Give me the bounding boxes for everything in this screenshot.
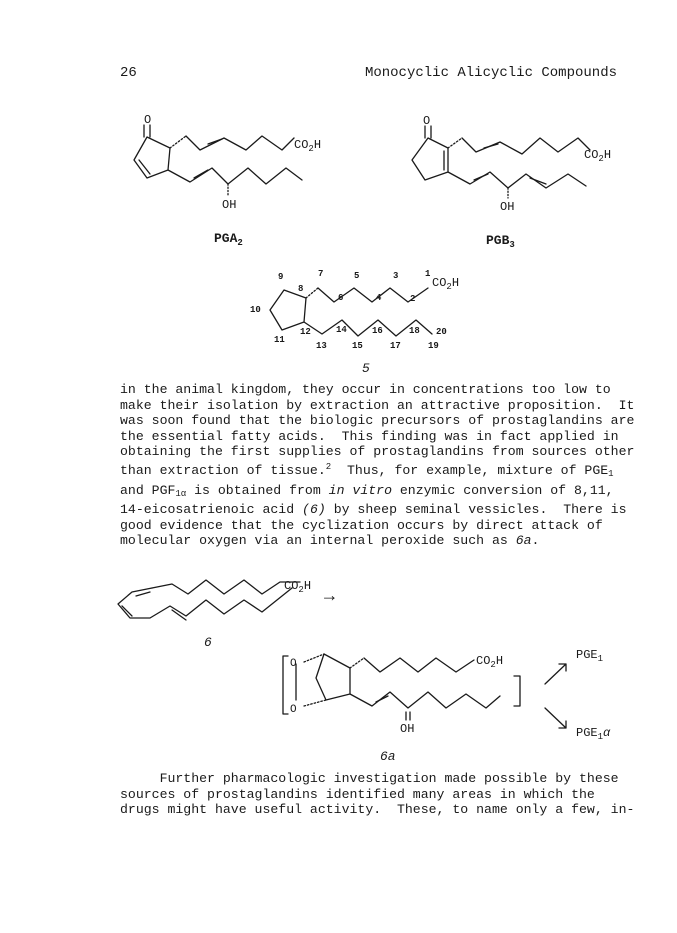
pga2-acid: $CO_2H$ bbox=[294, 138, 322, 154]
reaction-arrow: → bbox=[324, 587, 335, 607]
text-line: was soon found that the biologic precursors of prostaglandins are bbox=[120, 413, 635, 429]
prostanoic-skeleton bbox=[250, 269, 459, 376]
skeleton-acid: $CO_2H$ bbox=[432, 276, 460, 292]
text-line: make their isolation by extraction an attractive proposition. It bbox=[120, 397, 635, 413]
compound6-structure bbox=[118, 579, 335, 650]
locant-20: 20 bbox=[436, 327, 447, 337]
body-paragraph-1 bbox=[120, 382, 635, 549]
body-paragraph-2 bbox=[120, 771, 635, 818]
text-run: than extraction of tissue. bbox=[120, 462, 326, 478]
text-run: molecular oxygen via an internal peroxide such as bbox=[120, 533, 516, 549]
italic-run: (6) bbox=[302, 502, 326, 518]
compound6a-hydroxyl: OH bbox=[400, 722, 415, 736]
text-run: Thus, for example, mixture of PGE bbox=[331, 462, 609, 478]
compound6a-acid: $CO_2H$ bbox=[476, 654, 504, 670]
locant-3: 3 bbox=[393, 271, 399, 281]
product-pge1-alpha: $PGE_1\alpha$ bbox=[576, 726, 611, 742]
text-run: by sheep seminal vessicles. There is bbox=[325, 502, 627, 518]
locant-13: 13 bbox=[316, 341, 327, 351]
compound6-caption: 6 bbox=[204, 635, 212, 650]
text-line: sources of prostaglandins identified many areas in which the bbox=[120, 786, 595, 802]
locant-2: 2 bbox=[410, 294, 416, 304]
text-line bbox=[120, 502, 630, 518]
text-run: is obtained from bbox=[186, 482, 329, 498]
pga2-ketone-o: O bbox=[144, 113, 152, 127]
text-line: Further pharmacologic investigation made possible by these bbox=[120, 771, 619, 786]
locant-19: 19 bbox=[428, 341, 439, 351]
pgb3-hydroxyl: OH bbox=[500, 200, 515, 214]
text-line bbox=[120, 533, 630, 549]
locant-6: 6 bbox=[338, 293, 344, 303]
locant-8: 8 bbox=[298, 284, 304, 294]
text-line bbox=[120, 483, 630, 503]
text-run: and PGF bbox=[120, 482, 176, 498]
locant-15: 15 bbox=[352, 341, 363, 351]
footnote-reference: 2 bbox=[325, 461, 332, 472]
locant-14: 14 bbox=[336, 325, 347, 335]
locant-5: 5 bbox=[354, 271, 360, 281]
pga2-hydroxyl: OH bbox=[222, 198, 237, 212]
running-title: Monocyclic Alicyclic Compounds bbox=[364, 65, 617, 81]
locant-17: 17 bbox=[390, 341, 401, 351]
peroxide-o-upper: O bbox=[290, 658, 297, 670]
locant-7: 7 bbox=[318, 269, 324, 279]
locant-1: 1 bbox=[425, 269, 431, 279]
locant-18: 18 bbox=[409, 326, 420, 336]
subscript: 1α bbox=[175, 488, 187, 499]
pgb3-ketone-o: O bbox=[423, 114, 431, 128]
pgb3-label: $PGB_3$ bbox=[486, 233, 515, 250]
italic-run: 6a bbox=[515, 533, 532, 549]
pgb3-structure bbox=[412, 114, 611, 250]
locant-10: 10 bbox=[250, 305, 261, 315]
compound6a-structure bbox=[283, 648, 611, 764]
text-line: obtaining the first supplies of prostaglandins from sources other bbox=[120, 444, 635, 460]
locant-9: 9 bbox=[278, 272, 284, 282]
locant-12: 12 bbox=[300, 327, 311, 337]
text-run: . bbox=[531, 533, 540, 549]
subscript: 1 bbox=[608, 468, 614, 479]
compound6-acid: $CO_2H$ bbox=[284, 579, 312, 595]
page-number: 26 bbox=[120, 65, 137, 81]
peroxide-o-lower: O bbox=[290, 704, 297, 716]
text-line bbox=[120, 460, 630, 483]
text-run: 14-eicosatrienoic acid bbox=[120, 502, 303, 518]
text-line: good evidence that the cyclization occurs by direct attack of bbox=[120, 517, 603, 533]
locant-16: 16 bbox=[372, 326, 383, 336]
compound6a-caption: 6a bbox=[380, 749, 396, 764]
text-line: in the animal kingdom, they occur in concentrations too low to bbox=[120, 382, 611, 397]
pga2-structure bbox=[134, 113, 321, 248]
pgb3-acid: $CO_2H$ bbox=[584, 148, 612, 164]
product-pge1: $PGE_1$ bbox=[576, 648, 604, 664]
locant-11: 11 bbox=[274, 335, 285, 345]
text-line: drugs might have useful activity. These, to name only a few, in- bbox=[120, 802, 635, 818]
pga2-label: $PGA_2$ bbox=[214, 231, 243, 248]
text-line: the essential fatty acids. This finding was in fact applied in bbox=[120, 428, 619, 444]
skeleton-caption: 5 bbox=[362, 361, 370, 376]
text-run: enzymic conversion of 8,11, bbox=[391, 482, 614, 498]
locant-4: 4 bbox=[376, 293, 382, 303]
italic-run: in vitro bbox=[328, 482, 392, 498]
